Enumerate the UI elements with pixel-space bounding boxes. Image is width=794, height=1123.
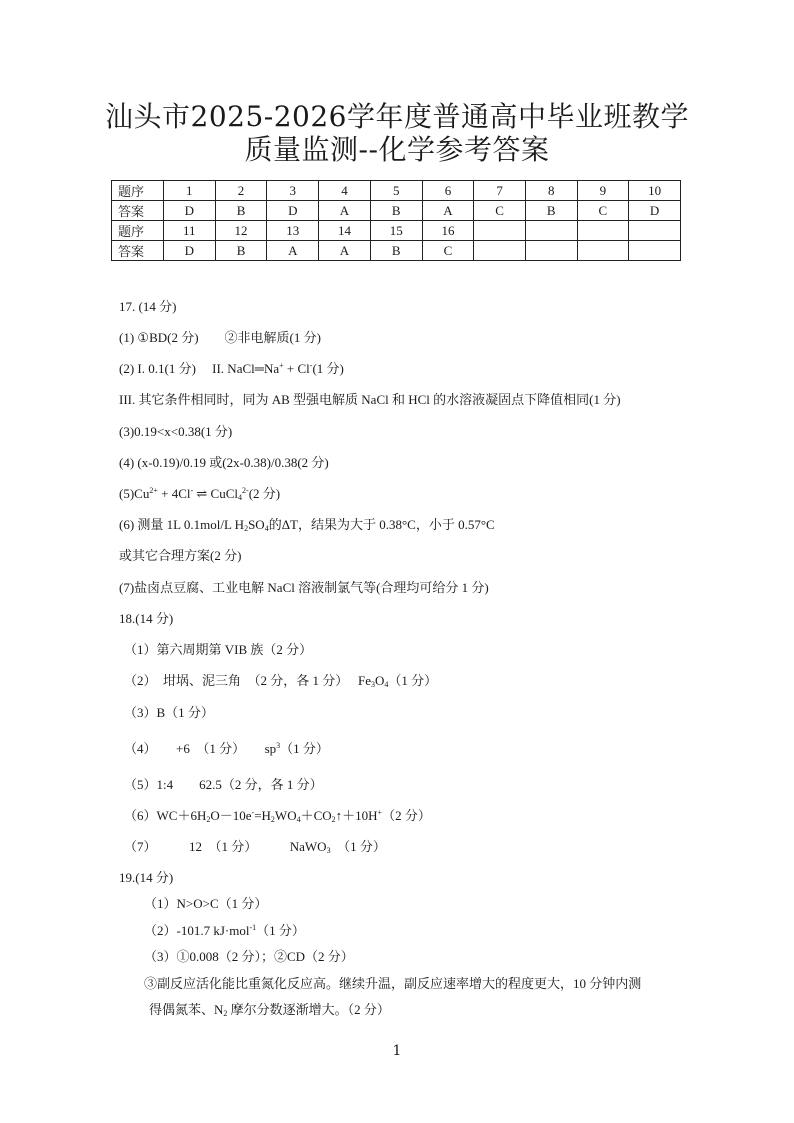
- table-cell: B: [370, 241, 422, 261]
- table-cell: 14: [319, 221, 371, 241]
- q18-part1: （1）第六周期第 VIB 族（2 分）: [124, 642, 313, 657]
- q17-part1: (1) ①BD(2 分) ②非电解质(1 分): [119, 330, 321, 345]
- table-cell: A: [319, 201, 371, 221]
- table-cell: [525, 221, 577, 241]
- table-cell: A: [422, 201, 474, 221]
- q19-part2: （2）-101.7 kJ·mol$^{-1}$（1 分）: [144, 923, 305, 938]
- table-cell: B: [525, 201, 577, 221]
- table-cell: [577, 241, 629, 261]
- table-row-header: 题序: [112, 221, 164, 241]
- q17-part6-alt: 或其它合理方案(2 分): [119, 548, 242, 563]
- table-cell: 12: [215, 221, 267, 241]
- q17-part2-iii: III. 其它条件相同时，同为 AB 型强电解质 NaCl 和 HCl 的水溶液凝固点下降值相同(1 分): [119, 392, 621, 407]
- table-cell: 13: [267, 221, 319, 241]
- table-cell: 3: [267, 181, 319, 201]
- table-row: [112, 181, 681, 201]
- q17-part4: (4) (x-0.19)/0.19 或(2x-0.38)/0.38(2 分): [119, 455, 329, 470]
- table-cell: 9: [577, 181, 629, 201]
- table-cell: [474, 221, 526, 241]
- table-cell: B: [215, 241, 267, 261]
- page-number: 1: [392, 1043, 402, 1059]
- table-cell: A: [319, 241, 371, 261]
- table-row-header: 答案: [112, 241, 164, 261]
- q19-part1: （1）N>O>C（1 分）: [144, 896, 268, 911]
- q17-part2: (2) I. 0.1(1 分) II. NaCl═Na+ + Cl-(1 分): [119, 361, 344, 376]
- table-cell: C: [422, 241, 474, 261]
- q17-part5: $(5)Cu^{2+} + 4Cl^-$ ⇌ CuCl$_4^{2-}$(2 分): [119, 486, 281, 502]
- table-cell: 2: [215, 181, 267, 201]
- q18-part4: （4） +6 （1 分） $sp^3(1$ 分）: [124, 741, 329, 756]
- table-cell: [577, 221, 629, 241]
- q17-part3: (3)0.19<x<0.38(1 分): [119, 424, 233, 439]
- q17-part6: (6) 测量 1L 0.1mol/L $H_2SO_4$的ΔT，结果为大于 0.38°C，小于 0.57°C: [119, 517, 495, 533]
- table-cell: 5: [370, 181, 422, 201]
- table-cell: B: [370, 201, 422, 221]
- q19-part3-iii: ③副反应活化能比重氮化反应高。继续升温，副反应速率增大的程度更大，10 分钟内测: [144, 976, 642, 991]
- answer-table: [111, 180, 681, 261]
- table-cell: D: [267, 201, 319, 221]
- table-row-header: 题序: [112, 181, 164, 201]
- q18-part7: （7） 12 （1 分） NaWO$_3$ （1 分）: [124, 839, 386, 855]
- q18-part3: （3）B（1 分）: [124, 705, 214, 720]
- table-cell: 15: [370, 221, 422, 241]
- table-cell: C: [577, 201, 629, 221]
- title-line-1: 汕头市2025-2026学年度普通高中毕业班教学: [105, 100, 689, 133]
- q18-part6: $(6)WC+6H_2O-10e^-=H_2WO_4+CO_2↑+10H^+(2$ 分）: [124, 808, 431, 824]
- table-cell: [629, 241, 681, 261]
- q18-part5: （5）1:4 62.5（2 分，各 1 分）: [124, 777, 323, 792]
- table-cell: D: [163, 201, 215, 221]
- q17-part7: (7)盐卤点豆腐、工业电解 NaCl 溶液制氯气等(合理均可给分 1 分): [119, 580, 489, 595]
- table-row-header: 答案: [112, 201, 164, 221]
- q19-part3: （3）①0.008（2 分）；②CD（2 分）: [144, 949, 354, 964]
- table-cell: 16: [422, 221, 474, 241]
- table-row: [112, 221, 681, 241]
- table-row: [112, 241, 681, 261]
- title-line-2: 质量监测--化学参考答案: [244, 133, 550, 166]
- table-cell: A: [267, 241, 319, 261]
- table-cell: [474, 241, 526, 261]
- table-row: [112, 201, 681, 221]
- table-cell: B: [215, 201, 267, 221]
- table-cell: 7: [474, 181, 526, 201]
- table-cell: 4: [319, 181, 371, 201]
- q18-part2: （2） 坩埚、泥三角 （2 分，各 1 分） $Fe_3O_4(1$ 分）: [124, 673, 438, 689]
- table-cell: 8: [525, 181, 577, 201]
- table-cell: C: [474, 201, 526, 221]
- table-cell: 1: [163, 181, 215, 201]
- table-cell: 10: [629, 181, 681, 201]
- table-cell: [525, 241, 577, 261]
- table-cell: [629, 221, 681, 241]
- table-cell: D: [629, 201, 681, 221]
- table-cell: D: [163, 241, 215, 261]
- q17-heading: 17. (14 分): [119, 299, 177, 314]
- q19-part3-iii-cont: 得偶氮苯、$N_2$ 摩尔分数逐渐增大。（2 分）: [149, 1002, 390, 1018]
- table-cell: 6: [422, 181, 474, 201]
- q19-heading: 19.(14 分): [119, 870, 174, 885]
- table-cell: 11: [163, 221, 215, 241]
- q18-heading: 18.(14 分): [119, 611, 174, 626]
